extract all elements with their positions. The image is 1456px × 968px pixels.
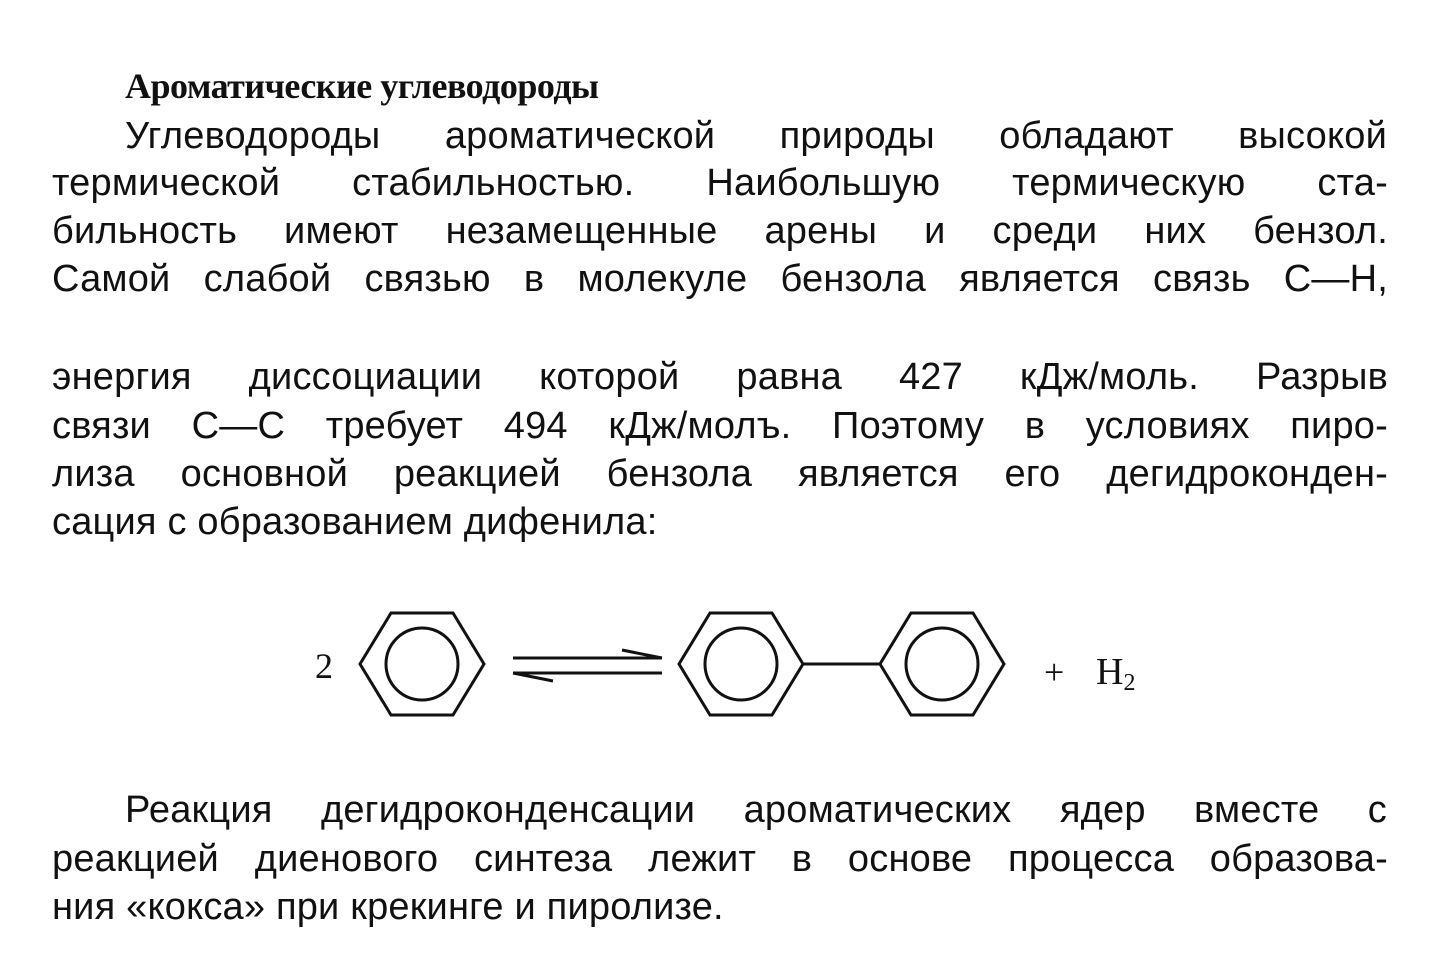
paragraph-line: бильность имеют незамещенные арены и среди них бензол. [52, 210, 1388, 252]
hydrogen-symbol: H [1096, 651, 1124, 693]
paragraph-line: Реакция дегидроконденсации ароматических ядер вместе с [125, 789, 1387, 831]
paragraph-line: сация с образованием дифенила: [52, 501, 658, 543]
paragraph-line: термической стабильностью. Наибольшую термическую ста- [52, 162, 1388, 204]
reaction-coefficient: 2 [315, 646, 333, 686]
reaction-scheme [300, 580, 1180, 750]
paragraph-line: реакцией диенового синтеза лежит в основе процесса образова- [52, 838, 1388, 880]
paragraph-line: лиза основной реакцией бензола является его дегидроконден- [52, 453, 1388, 495]
paragraph-line: ния «кокса» при крекинге и пиролизе. [52, 886, 724, 928]
paragraph-line: энергия диссоциации которой равна 427 кДж/моль. Разрыв [52, 356, 1388, 398]
hydrogen-product [1096, 652, 1135, 703]
aromatic-circle [705, 628, 777, 700]
section-heading: Ароматические углеводороды [125, 66, 599, 106]
paragraph-line: Самой слабой связью в молекуле бензола является связь С—Н, [52, 258, 1388, 300]
aromatic-circle [386, 628, 458, 700]
reaction-plus: + [1044, 652, 1065, 692]
aromatic-circle [906, 628, 978, 700]
hydrogen-subscript: 2 [1123, 670, 1136, 696]
paragraph-line: связи С—С требует 494 кДж/молъ. Поэтому в условиях пиро- [52, 405, 1388, 447]
paragraph-line: Углеводороды ароматической природы обладают высокой [125, 115, 1387, 157]
